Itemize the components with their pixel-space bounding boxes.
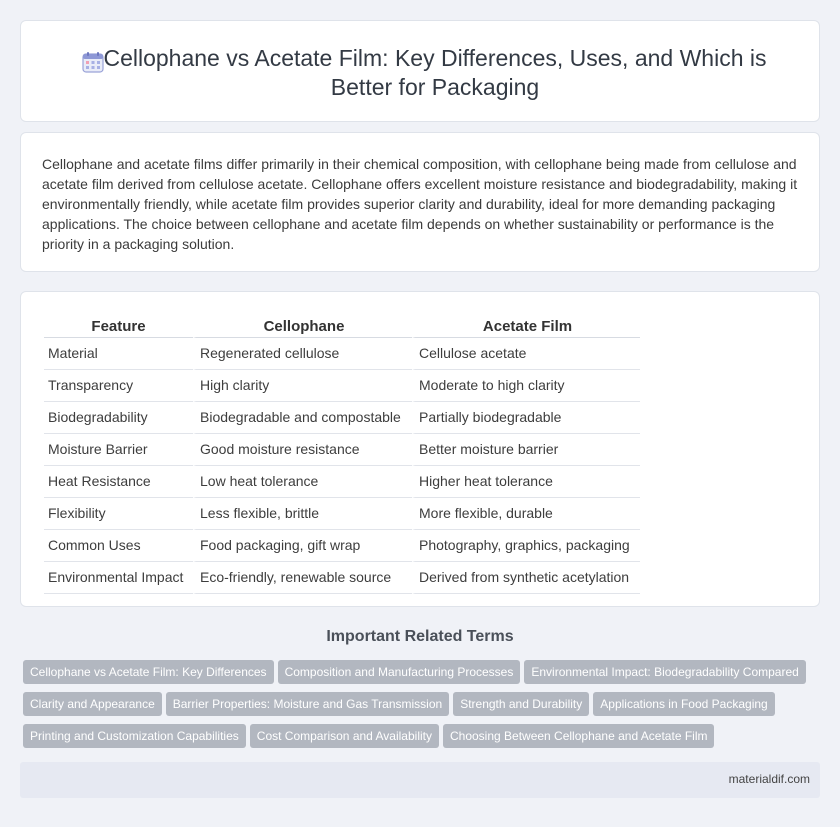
related-terms-tags <box>23 660 823 756</box>
cellophane-cell: Food packaging, gift wrap <box>193 530 412 562</box>
intro-card <box>20 132 820 272</box>
table-row <box>44 562 640 594</box>
related-term-tag[interactable]: Strength and Durability <box>453 692 589 716</box>
table-row <box>44 338 640 370</box>
comparison-table-card <box>20 291 820 607</box>
page-title: Cellophane vs Acetate Film: Key Differences, Uses, and Which is Better for Packaging <box>103 45 767 100</box>
related-term-tag[interactable]: Barrier Properties: Moisture and Gas Transmission <box>166 692 449 716</box>
table-row <box>44 530 640 562</box>
acetate-cell: Photography, graphics, packaging <box>412 530 640 562</box>
column-header-feature: Feature <box>44 317 193 338</box>
feature-cell: Moisture Barrier <box>44 434 193 466</box>
column-header-acetate-film: Acetate Film <box>412 317 640 338</box>
footer-site-name[interactable]: materialdif.com <box>728 772 810 786</box>
acetate-cell: Derived from synthetic acetylation <box>412 562 640 594</box>
cellophane-cell: Low heat tolerance <box>193 466 412 498</box>
cellophane-cell: Good moisture resistance <box>193 434 412 466</box>
acetate-cell: Cellulose acetate <box>412 338 640 370</box>
acetate-cell: More flexible, durable <box>412 498 640 530</box>
related-term-tag[interactable]: Environmental Impact: Biodegradability Compared <box>524 660 805 684</box>
table-row <box>44 466 640 498</box>
related-term-tag[interactable]: Clarity and Appearance <box>23 692 162 716</box>
cellophane-cell: Biodegradable and compostable <box>193 402 412 434</box>
table-header-row <box>44 317 640 338</box>
feature-cell: Environmental Impact <box>44 562 193 594</box>
related-term-tag[interactable]: Choosing Between Cellophane and Acetate Film <box>443 724 715 748</box>
acetate-cell: Moderate to high clarity <box>412 370 640 402</box>
feature-cell: Common Uses <box>44 530 193 562</box>
cellophane-cell: Less flexible, brittle <box>193 498 412 530</box>
table-row <box>44 402 640 434</box>
intro-paragraph: Cellophane and acetate films differ primarily in their chemical composition, with cellophane being made from cellulose and acetate film derived from cellulose acetate. Cellophane offers excellent moisture resistance and biodegradability, making it environmentally friendly, while acetate film provides superior clarity and durability, ideal for more demanding packaging applications. The choice between cellophane and acetate film depends on whether sustainability or performance is the priority in a packaging solution. <box>42 156 798 252</box>
table-row <box>44 370 640 402</box>
feature-cell: Flexibility <box>44 498 193 530</box>
table-row <box>44 498 640 530</box>
acetate-cell: Better moisture barrier <box>412 434 640 466</box>
related-term-tag[interactable]: Printing and Customization Capabilities <box>23 724 246 748</box>
related-term-tag[interactable]: Composition and Manufacturing Processes <box>278 660 521 684</box>
calendar-grid-icon <box>81 50 105 74</box>
feature-cell: Transparency <box>44 370 193 402</box>
feature-cell: Heat Resistance <box>44 466 193 498</box>
cellophane-cell: Regenerated cellulose <box>193 338 412 370</box>
comparison-table <box>44 317 640 594</box>
related-terms-heading: Important Related Terms <box>326 628 514 645</box>
related-term-tag[interactable]: Cost Comparison and Availability <box>250 724 439 748</box>
cellophane-cell: Eco-friendly, renewable source <box>193 562 412 594</box>
header-card <box>20 20 820 122</box>
feature-cell: Biodegradability <box>44 402 193 434</box>
column-header-cellophane: Cellophane <box>193 317 412 338</box>
footer-bar <box>20 762 820 798</box>
title-row <box>61 44 779 102</box>
table-row <box>44 434 640 466</box>
acetate-cell: Partially biodegradable <box>412 402 640 434</box>
acetate-cell: Higher heat tolerance <box>412 466 640 498</box>
feature-cell: Material <box>44 338 193 370</box>
related-term-tag[interactable]: Cellophane vs Acetate Film: Key Differences <box>23 660 274 684</box>
cellophane-cell: High clarity <box>193 370 412 402</box>
related-term-tag[interactable]: Applications in Food Packaging <box>593 692 774 716</box>
